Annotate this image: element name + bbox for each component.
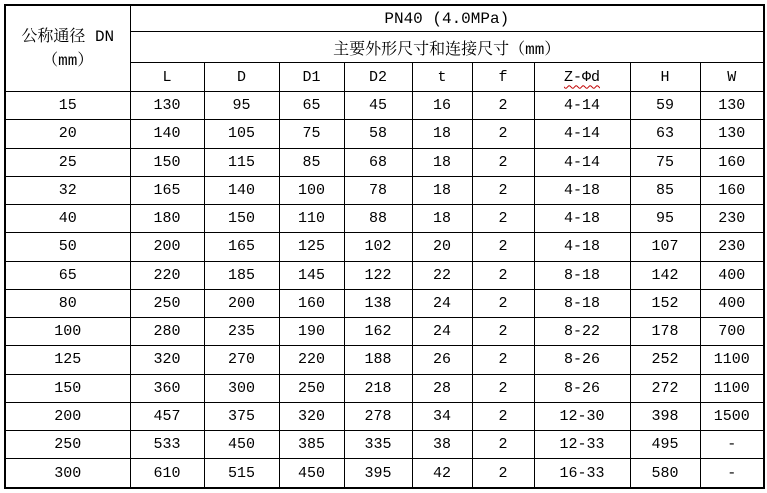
table-cell: 160 xyxy=(700,148,764,176)
table-cell: 200 xyxy=(5,402,130,430)
table-cell: 335 xyxy=(344,431,412,459)
table-cell: 8-18 xyxy=(534,261,630,289)
table-cell: 50 xyxy=(5,233,130,261)
table-cell: 65 xyxy=(5,261,130,289)
table-cell: 68 xyxy=(344,148,412,176)
dimensions-title: 主要外形尺寸和连接尺寸（mm） xyxy=(130,32,764,63)
table-row xyxy=(5,459,764,488)
col-header-D1: D1 xyxy=(279,63,344,92)
table-cell: 8-18 xyxy=(534,289,630,317)
table-cell: 26 xyxy=(412,346,472,374)
col-header-t: t xyxy=(412,63,472,92)
table-row xyxy=(5,374,764,402)
table-row xyxy=(5,176,764,204)
header-row-pressure xyxy=(5,5,764,32)
table-cell: 165 xyxy=(130,176,204,204)
table-cell: 4-14 xyxy=(534,92,630,120)
table-row xyxy=(5,92,764,120)
table-cell: 162 xyxy=(344,318,412,346)
table-cell: 45 xyxy=(344,92,412,120)
col-header-H: H xyxy=(630,63,700,92)
table-cell: 160 xyxy=(700,176,764,204)
table-row xyxy=(5,261,764,289)
table-cell: 150 xyxy=(5,374,130,402)
table-cell: 24 xyxy=(412,318,472,346)
table-cell: 78 xyxy=(344,176,412,204)
table-cell: 130 xyxy=(130,92,204,120)
table-cell: 125 xyxy=(279,233,344,261)
table-row xyxy=(5,148,764,176)
table-cell: 375 xyxy=(204,402,279,430)
table-cell: 105 xyxy=(204,120,279,148)
table-cell: 165 xyxy=(204,233,279,261)
table-cell: 8-22 xyxy=(534,318,630,346)
table-cell: 140 xyxy=(204,176,279,204)
table-cell: - xyxy=(700,431,764,459)
z-phi-d-label: Z-Φd xyxy=(563,68,600,86)
table-body xyxy=(5,92,764,489)
table-cell: 40 xyxy=(5,205,130,233)
table-cell: 95 xyxy=(630,205,700,233)
table-cell: 235 xyxy=(204,318,279,346)
table-cell: 8-26 xyxy=(534,374,630,402)
table-cell: 122 xyxy=(344,261,412,289)
table-row xyxy=(5,431,764,459)
table-cell: 300 xyxy=(5,459,130,488)
table-cell: 400 xyxy=(700,261,764,289)
table-cell: 533 xyxy=(130,431,204,459)
table-cell: 278 xyxy=(344,402,412,430)
table-cell: 360 xyxy=(130,374,204,402)
table-cell: 22 xyxy=(412,261,472,289)
table-cell: 8-26 xyxy=(534,346,630,374)
table-cell: 398 xyxy=(630,402,700,430)
table-cell: 16-33 xyxy=(534,459,630,488)
table-cell: 220 xyxy=(130,261,204,289)
table-cell: 130 xyxy=(700,120,764,148)
table-cell: 15 xyxy=(5,92,130,120)
table-cell: 1100 xyxy=(700,346,764,374)
table-cell: 140 xyxy=(130,120,204,148)
table-cell: 400 xyxy=(700,289,764,317)
table-cell: 80 xyxy=(5,289,130,317)
dn-header-cell xyxy=(5,5,130,92)
table-cell: 2 xyxy=(472,346,534,374)
col-header-f: f xyxy=(472,63,534,92)
table-cell: 18 xyxy=(412,205,472,233)
table-cell: 252 xyxy=(630,346,700,374)
pressure-title: PN40 (4.0MPa) xyxy=(130,5,764,32)
table-cell: 250 xyxy=(279,374,344,402)
table-cell: 58 xyxy=(344,120,412,148)
table-cell: 218 xyxy=(344,374,412,402)
table-cell: 280 xyxy=(130,318,204,346)
table-cell: 125 xyxy=(5,346,130,374)
table-cell: 178 xyxy=(630,318,700,346)
table-cell: 2 xyxy=(472,233,534,261)
table-cell: 200 xyxy=(204,289,279,317)
table-row xyxy=(5,205,764,233)
table-cell: 4-18 xyxy=(534,233,630,261)
table-cell: 85 xyxy=(630,176,700,204)
table-row xyxy=(5,120,764,148)
dn-unit-label: （mm） xyxy=(42,51,94,70)
table-cell: - xyxy=(700,459,764,488)
table-cell: 2 xyxy=(472,261,534,289)
valve-spec-table xyxy=(4,4,765,489)
table-cell: 138 xyxy=(344,289,412,317)
table-cell: 457 xyxy=(130,402,204,430)
table-cell: 115 xyxy=(204,148,279,176)
table-cell: 385 xyxy=(279,431,344,459)
table-cell: 152 xyxy=(630,289,700,317)
table-row xyxy=(5,346,764,374)
table-cell: 100 xyxy=(279,176,344,204)
table-cell: 4-14 xyxy=(534,148,630,176)
table-cell: 230 xyxy=(700,205,764,233)
table-cell: 220 xyxy=(279,346,344,374)
table-cell: 110 xyxy=(279,205,344,233)
col-header-D: D xyxy=(204,63,279,92)
table-cell: 2 xyxy=(472,176,534,204)
table-cell: 4-14 xyxy=(534,120,630,148)
table-cell: 150 xyxy=(204,205,279,233)
table-cell: 2 xyxy=(472,205,534,233)
table-row xyxy=(5,402,764,430)
table-cell: 320 xyxy=(130,346,204,374)
table-cell: 160 xyxy=(279,289,344,317)
table-cell: 300 xyxy=(204,374,279,402)
table-cell: 2 xyxy=(472,459,534,488)
table-cell: 450 xyxy=(204,431,279,459)
table-cell: 25 xyxy=(5,148,130,176)
table-cell: 12-33 xyxy=(534,431,630,459)
table-cell: 59 xyxy=(630,92,700,120)
table-cell: 2 xyxy=(472,289,534,317)
table-cell: 24 xyxy=(412,289,472,317)
table-cell: 2 xyxy=(472,402,534,430)
table-cell: 12-30 xyxy=(534,402,630,430)
table-cell: 34 xyxy=(412,402,472,430)
table-cell: 4-18 xyxy=(534,176,630,204)
table-cell: 495 xyxy=(630,431,700,459)
table-cell: 2 xyxy=(472,120,534,148)
table-cell: 4-18 xyxy=(534,205,630,233)
table-cell: 18 xyxy=(412,148,472,176)
table-cell: 250 xyxy=(5,431,130,459)
table-cell: 88 xyxy=(344,205,412,233)
table-cell: 450 xyxy=(279,459,344,488)
table-cell: 2 xyxy=(472,318,534,346)
table-cell: 142 xyxy=(630,261,700,289)
table-cell: 610 xyxy=(130,459,204,488)
table-cell: 200 xyxy=(130,233,204,261)
table-cell: 2 xyxy=(472,92,534,120)
table-cell: 130 xyxy=(700,92,764,120)
table-cell: 16 xyxy=(412,92,472,120)
table-cell: 580 xyxy=(630,459,700,488)
table-cell: 75 xyxy=(630,148,700,176)
table-cell: 32 xyxy=(5,176,130,204)
table-row xyxy=(5,233,764,261)
table-cell: 95 xyxy=(204,92,279,120)
table-cell: 18 xyxy=(412,120,472,148)
table-cell: 63 xyxy=(630,120,700,148)
table-cell: 250 xyxy=(130,289,204,317)
table-cell: 100 xyxy=(5,318,130,346)
table-cell: 75 xyxy=(279,120,344,148)
table-cell: 230 xyxy=(700,233,764,261)
table-cell: 185 xyxy=(204,261,279,289)
table-cell: 190 xyxy=(279,318,344,346)
table-row xyxy=(5,318,764,346)
table-cell: 188 xyxy=(344,346,412,374)
table-cell: 85 xyxy=(279,148,344,176)
table-cell: 2 xyxy=(472,148,534,176)
col-header-W: W xyxy=(700,63,764,92)
table-cell: 102 xyxy=(344,233,412,261)
table-cell: 20 xyxy=(5,120,130,148)
table-cell: 2 xyxy=(472,374,534,402)
table-cell: 272 xyxy=(630,374,700,402)
col-header-D2: D2 xyxy=(344,63,412,92)
col-header-z-phi-d xyxy=(534,63,630,92)
table-row xyxy=(5,289,764,317)
table-cell: 65 xyxy=(279,92,344,120)
table-cell: 107 xyxy=(630,233,700,261)
table-cell: 145 xyxy=(279,261,344,289)
table-cell: 38 xyxy=(412,431,472,459)
table-cell: 1500 xyxy=(700,402,764,430)
col-header-L: L xyxy=(130,63,204,92)
table-cell: 20 xyxy=(412,233,472,261)
table-cell: 2 xyxy=(472,431,534,459)
table-cell: 700 xyxy=(700,318,764,346)
table-cell: 28 xyxy=(412,374,472,402)
table-cell: 515 xyxy=(204,459,279,488)
table-cell: 18 xyxy=(412,176,472,204)
table-cell: 270 xyxy=(204,346,279,374)
table-cell: 395 xyxy=(344,459,412,488)
table-cell: 150 xyxy=(130,148,204,176)
table-cell: 42 xyxy=(412,459,472,488)
table-cell: 180 xyxy=(130,205,204,233)
dn-label: 公称通径 DN xyxy=(21,27,115,46)
table-cell: 320 xyxy=(279,402,344,430)
table-cell: 1100 xyxy=(700,374,764,402)
